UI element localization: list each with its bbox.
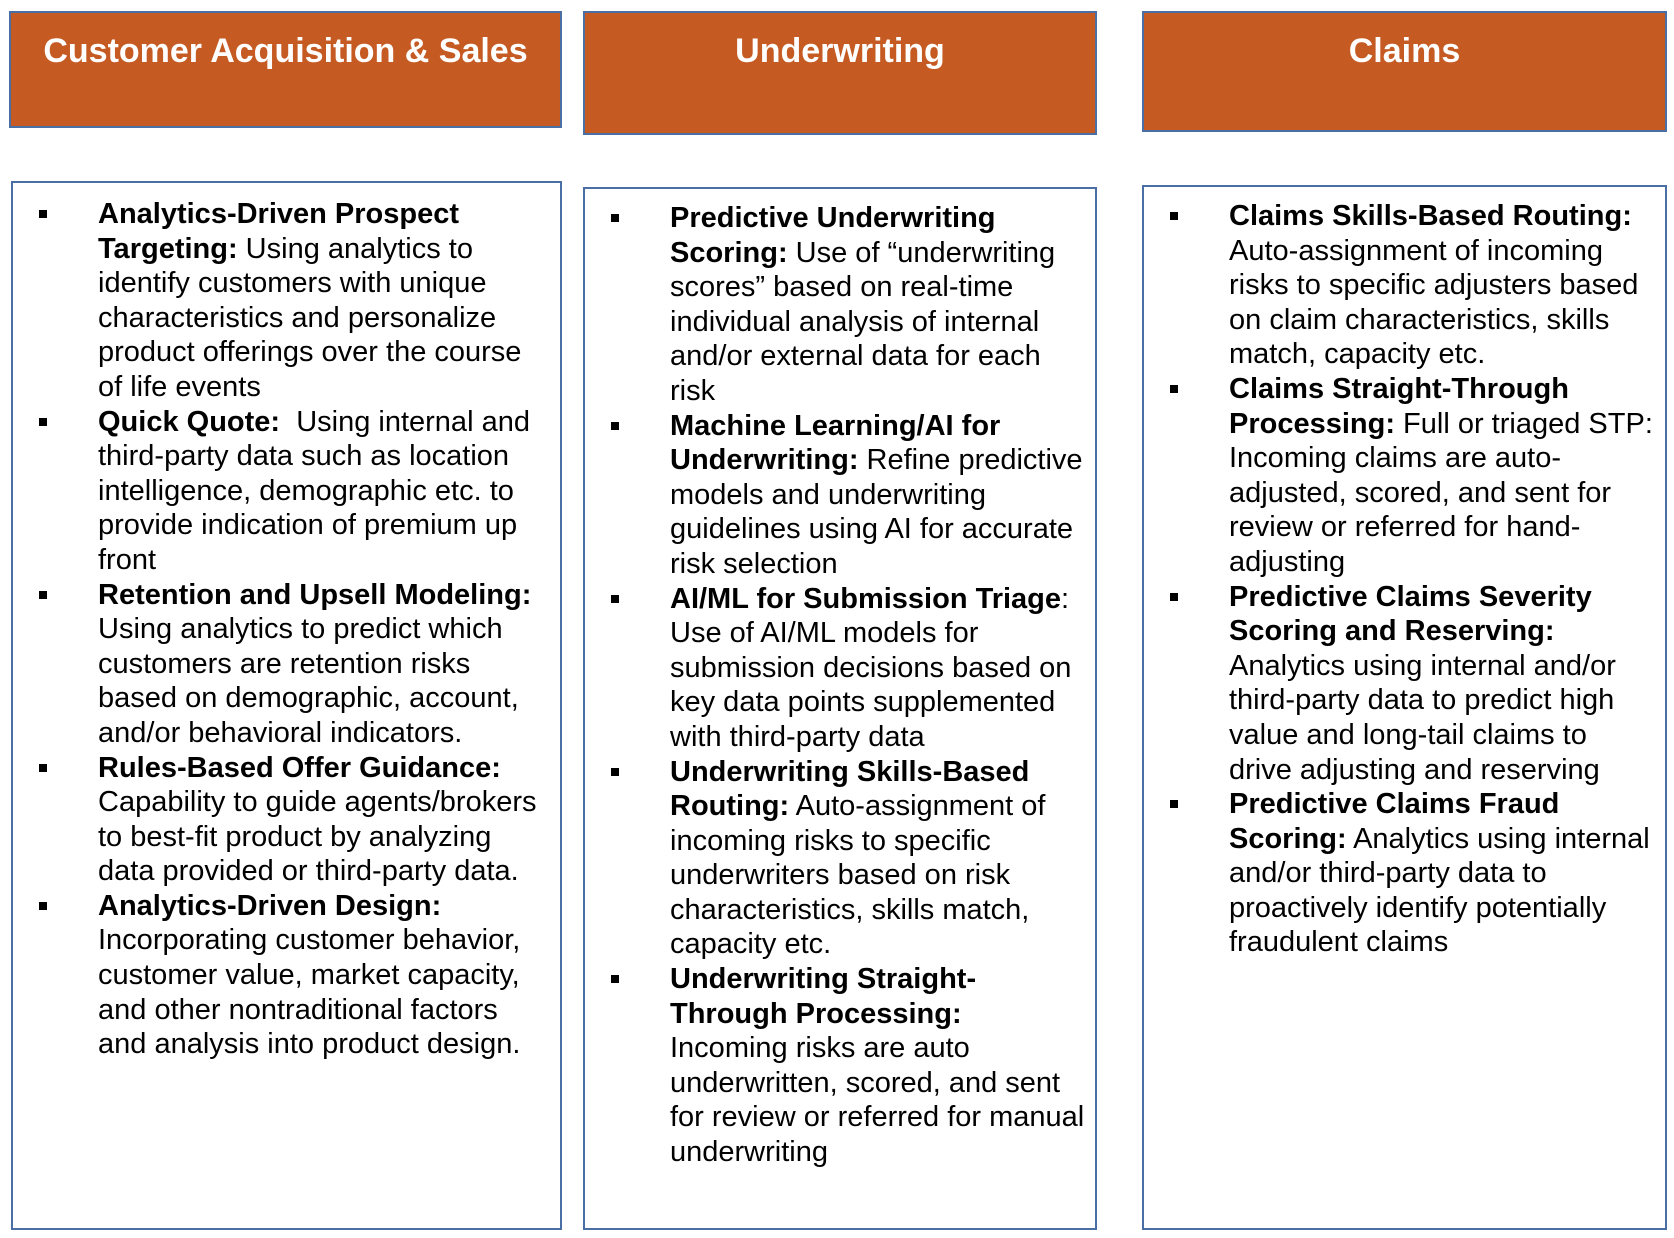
item-body: Auto-assignment of incoming risks to specific adjusters based on claim characteristics, skills match, capacity etc. bbox=[1229, 234, 1639, 371]
bullet-square-icon bbox=[611, 768, 619, 776]
item-title: Analytics-Driven Prospect Targeting: bbox=[98, 198, 460, 265]
list-item bbox=[13, 197, 560, 405]
bullet-square-icon bbox=[1170, 212, 1178, 220]
item-title: AI/ML for Submission Triage bbox=[670, 582, 1062, 615]
header-customer-acquisition bbox=[9, 11, 562, 128]
list-item bbox=[1144, 787, 1665, 960]
item-body: Auto-assignment of incoming risks to specific underwriters based on risk characteristics, skills match, capacity etc. bbox=[670, 790, 1046, 961]
item-title: Quick Quote: bbox=[98, 405, 281, 438]
bullet-square-icon bbox=[611, 975, 619, 983]
list-item bbox=[585, 755, 1095, 963]
item-title: Claims Straight-Through Processing: bbox=[1229, 372, 1569, 440]
item-body: Analytics using internal and/or third-party data to proactively identify potentially fraudulent claims bbox=[1229, 822, 1650, 959]
list-item bbox=[1144, 199, 1665, 372]
bullet-square-icon bbox=[39, 418, 47, 426]
item-title: Machine Learning/AI for Underwriting: bbox=[670, 409, 1001, 477]
item-body: Incorporating customer behavior, customer value, market capacity, and other nontraditional factors and analysis into product design. bbox=[98, 924, 521, 1061]
item-body: Using analytics to predict which customers are retention risks based on demographic, account, and/or behavioral indicators. bbox=[98, 613, 519, 749]
item-title: Claims Skills-Based Routing: bbox=[1229, 200, 1632, 232]
list-item bbox=[585, 962, 1095, 1170]
list-item bbox=[585, 201, 1095, 409]
item-title: Predictive Claims Fraud Scoring: bbox=[1229, 788, 1560, 855]
header-title: Customer Acquisition & Sales bbox=[43, 32, 528, 70]
item-title: Underwriting Skills-Based Routing: bbox=[670, 755, 1030, 823]
bullet-square-icon bbox=[611, 595, 619, 603]
item-body: Refine predictive models and underwriting guidelines using AI for accurate risk selection bbox=[670, 444, 1083, 580]
item-body: Incoming risks are auto underwritten, scored, and sent for review or referred for manual underwriting bbox=[670, 1032, 1085, 1169]
list-item bbox=[1144, 580, 1665, 788]
bullet-square-icon bbox=[611, 214, 619, 222]
item-body: Capability to guide agents/brokers to best-fit product by analyzing data provided or third-party data. bbox=[98, 786, 537, 888]
list-item bbox=[13, 405, 560, 578]
item-title: Rules-Based Offer Guidance: bbox=[98, 751, 501, 784]
bullet-square-icon bbox=[39, 764, 47, 772]
capability-list bbox=[1144, 199, 1665, 960]
item-body: Full or triaged STP: Incoming claims are auto-adjusted, scored, and sent for review or referred for hand-adjusting bbox=[1229, 407, 1653, 578]
column-underwriting bbox=[583, 187, 1097, 1230]
item-title: Predictive Underwriting Scoring: bbox=[670, 202, 996, 269]
bullet-square-icon bbox=[1170, 385, 1178, 393]
item-title: Analytics-Driven Design: bbox=[98, 889, 442, 922]
capability-list bbox=[13, 197, 560, 1062]
header-claims bbox=[1142, 11, 1667, 132]
item-body: Analytics using internal and/or third-party data to predict high value and long-tail claims to drive adjusting and reserving bbox=[1229, 649, 1616, 786]
bullet-square-icon bbox=[39, 902, 47, 910]
list-item bbox=[585, 409, 1095, 582]
header-underwriting bbox=[583, 11, 1097, 135]
item-title: Predictive Claims Severity Scoring and Reserving: bbox=[1229, 580, 1592, 648]
column-customer-acquisition bbox=[11, 181, 562, 1230]
list-item bbox=[13, 578, 560, 751]
bullet-square-icon bbox=[1170, 800, 1178, 808]
bullet-square-icon bbox=[1170, 593, 1178, 601]
column-claims bbox=[1142, 185, 1667, 1230]
list-item bbox=[585, 582, 1095, 755]
header-title: Claims bbox=[1348, 32, 1461, 70]
item-title: Underwriting Straight-Through Processing: bbox=[670, 963, 977, 1030]
bullet-square-icon bbox=[611, 422, 619, 430]
item-body: Using analytics to identify customers with unique characteristics and personalize product offerings over the course of life events bbox=[98, 232, 522, 403]
list-item bbox=[13, 751, 560, 889]
item-body: : Use of AI/ML models for submission decisions based on key data points supplemented with third-party data bbox=[670, 582, 1072, 753]
header-title: Underwriting bbox=[735, 32, 945, 70]
item-body: Using internal and third-party data such as location intelligence, demographic etc. to provide indication of premium up front bbox=[98, 405, 539, 576]
capability-list bbox=[585, 201, 1095, 1170]
bullet-square-icon bbox=[39, 210, 47, 218]
bullet-square-icon bbox=[39, 591, 47, 599]
list-item bbox=[13, 889, 560, 1062]
item-body: Use of “underwriting scores” based on real-time individual analysis of internal and/or external data for each risk bbox=[670, 236, 1056, 407]
list-item bbox=[1144, 372, 1665, 580]
item-title: Retention and Upsell Modeling: bbox=[98, 578, 532, 611]
